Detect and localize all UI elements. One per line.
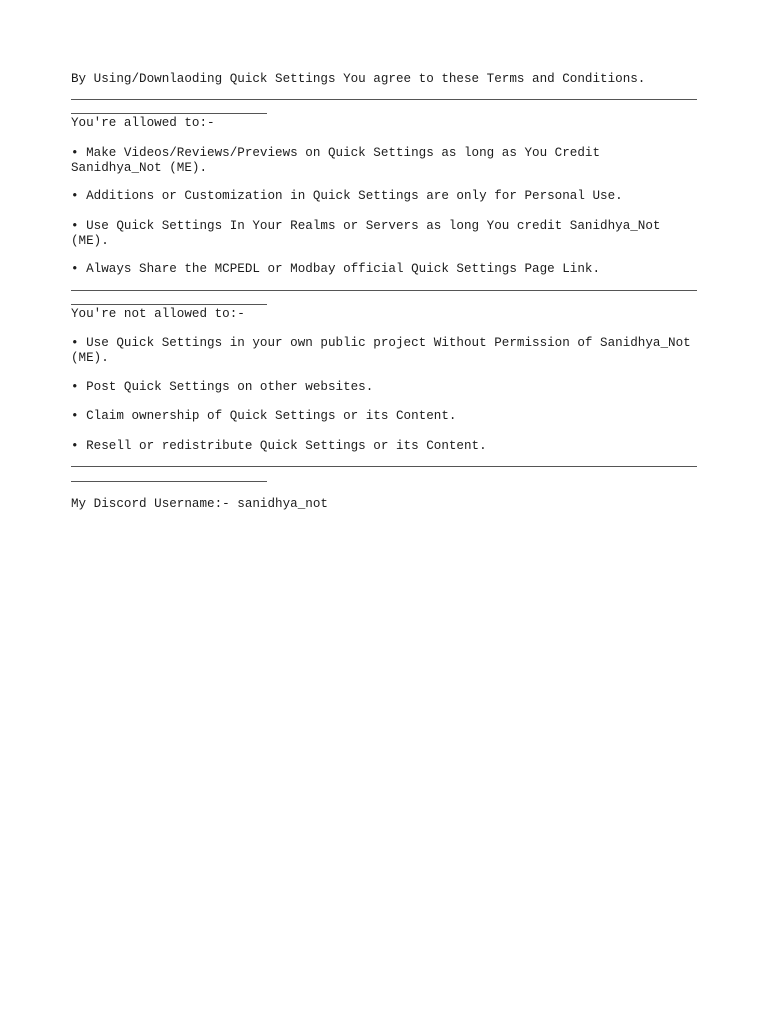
allowed-item: • Always Share the MCPEDL or Modbay official Quick Settings Page Link.	[71, 262, 601, 276]
discord-username: My Discord Username:- sanidhya_not	[71, 497, 328, 511]
divider-short	[71, 481, 267, 482]
not-allowed-item: • Claim ownership of Quick Settings or its Content.	[71, 409, 457, 423]
allowed-item: • Use Quick Settings In Your Realms or Servers as long You credit Sanidhya_Not (ME).	[71, 219, 661, 248]
intro-text: By Using/Downlaoding Quick Settings You agree to these Terms and Conditions.	[71, 72, 646, 86]
allowed-heading: You're allowed to:-	[71, 116, 215, 130]
not-allowed-heading: You're not allowed to:-	[71, 307, 245, 321]
divider-full	[71, 466, 697, 467]
divider-short	[71, 113, 267, 114]
divider-short	[71, 304, 267, 305]
not-allowed-item: • Use Quick Settings in your own public project Without Permission of Sanidhya_Not (ME).	[71, 336, 691, 365]
allowed-item: • Make Videos/Reviews/Previews on Quick Settings as long as You Credit Sanidhya_Not (ME).	[71, 146, 601, 175]
allowed-item: • Additions or Customization in Quick Settings are only for Personal Use.	[71, 189, 623, 203]
divider-full	[71, 99, 697, 100]
divider-full	[71, 290, 697, 291]
not-allowed-item: • Resell or redistribute Quick Settings or its Content.	[71, 439, 487, 453]
not-allowed-item: • Post Quick Settings on other websites.	[71, 380, 374, 394]
